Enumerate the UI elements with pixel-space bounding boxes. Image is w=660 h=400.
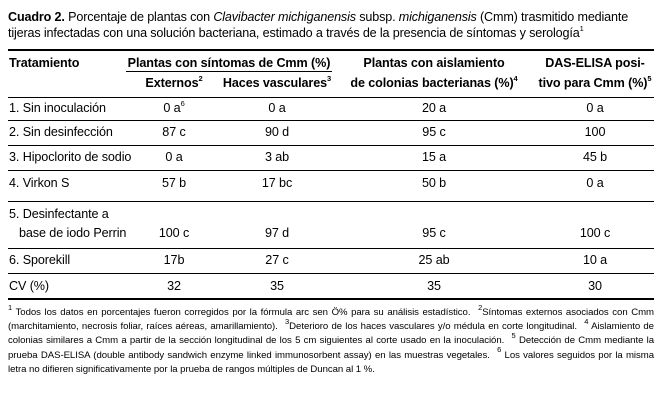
header-elisa-line2: [536, 73, 654, 91]
caption-label: Cuadro 2.: [8, 10, 65, 24]
row-4-isolation: 50 b: [421, 176, 447, 190]
row-5-treatment-line1: 5. Desinfectante a: [9, 207, 109, 221]
table-caption: [8, 9, 654, 41]
row-2-treatment: 2. Sin desinfección: [9, 125, 113, 139]
header-elisa-line1: DAS-ELISA posi-: [545, 56, 645, 70]
row-2-isolation: 95 c: [422, 125, 446, 139]
row-2-external: 87 c: [162, 125, 186, 139]
header-elisa-label: tivo para Cmm (%): [538, 76, 648, 90]
row-2-rule: [8, 145, 654, 146]
footnote-4-mark: 4: [584, 317, 589, 327]
header-isolation-mark: 4: [513, 73, 518, 83]
row-1-rule: [8, 120, 654, 121]
row-4-treatment: 4. Virkon S: [9, 176, 70, 190]
footnote-5-text: Detección de Cmm mediante la prueba DAS-ELISA (double antibody sandwich enzyme linked immunosorbent assay) en las muestras vegetales.: [8, 335, 654, 361]
footnote-3-text: Deterioro de los haces vasculares y/o médula en corte longitudinal.: [289, 321, 577, 333]
caption-species: Clavibacter michiganensis: [213, 10, 356, 24]
row-2-elisa: 100: [584, 125, 606, 139]
header-treatment: Tratamiento: [9, 56, 80, 70]
symptoms-group-rule: [126, 71, 332, 72]
header-vascular: [218, 73, 336, 91]
row-6-elisa: 10 a: [582, 253, 608, 267]
row-3-rule: [8, 170, 654, 171]
caption-subspecies: michiganensis: [398, 10, 477, 24]
row-3-isolation: 15 a: [421, 150, 447, 164]
row-1-vascular: 0 a: [268, 101, 286, 115]
row-6-external: 17b: [163, 253, 185, 267]
footnote-6-text: Los valores seguidos por la misma letra no difieren significativamente por la prueba de rangos múltiples de Duncan al 1 %.: [8, 349, 654, 375]
header-external-mark: 2: [198, 73, 203, 83]
row-5-elisa: 100 c: [579, 226, 611, 240]
footnote-1-text: Todos los datos en porcentajes fueron corregidos por la fórmula arc sen Ö% para su análisis estadístico.: [15, 307, 471, 318]
row-5-rule: [8, 248, 654, 249]
row-2-vascular: 90 d: [264, 125, 290, 139]
header-bottom-rule: [8, 97, 654, 98]
row-4-external: 57 b: [161, 176, 187, 190]
footnote-5-mark: 5: [511, 331, 516, 341]
row-cv-external: 32: [167, 279, 181, 293]
footnote-4-text: Aislamiento de colonias similares a Cmm a partir de la sección longitudinal de los 5 cm siguientes al corte usado en la inoculación.: [8, 321, 654, 347]
header-elisa-mark: 5: [647, 73, 652, 83]
header-isolation-line2: [344, 73, 524, 91]
table-top-rule: [8, 49, 654, 51]
table-bottom-rule: [8, 298, 654, 300]
header-isolation-label: de colonias bacterianas (%): [350, 76, 514, 90]
row-4-vascular: 17 bc: [261, 176, 293, 190]
row-6-vascular: 27 c: [265, 253, 289, 267]
footnote-2-mark: 2: [478, 302, 483, 312]
header-vascular-label: Haces vasculares: [222, 76, 328, 90]
row-5-external: 100 c: [158, 226, 190, 240]
table-footnotes: [8, 302, 654, 377]
row-4-rule: [8, 201, 654, 202]
caption-text-2: subsp.: [355, 10, 399, 24]
header-external: [126, 73, 222, 91]
row-cv-vascular: 35: [270, 279, 284, 293]
row-3-vascular: 3 ab: [264, 150, 290, 164]
row-6-isolation: 25 ab: [418, 253, 450, 267]
row-cv-elisa: 30: [588, 279, 602, 293]
footnote-3-mark: 3: [285, 317, 290, 327]
header-external-label: Externos: [145, 76, 199, 90]
row-3-elisa: 45 b: [582, 150, 608, 164]
caption-note-mark: 1: [579, 23, 584, 33]
row-6-rule: [8, 273, 654, 274]
row-3-treatment: 3. Hipoclorito de sodio: [9, 150, 132, 164]
row-cv-label: CV (%): [9, 279, 49, 293]
footnote-3: [285, 317, 579, 333]
footnote-1-mark: 1: [8, 302, 13, 312]
row-1-external-mark: 6: [180, 98, 185, 108]
header-symptoms-group: Plantas con síntomas de Cmm (%): [127, 56, 331, 70]
row-5-treatment-line2: base de iodo Perrin: [19, 226, 127, 240]
row-1-treatment: 1. Sin inoculación: [9, 101, 106, 115]
row-5-vascular: 97 d: [264, 226, 290, 240]
row-5-isolation: 95 c: [422, 226, 446, 240]
row-1-external-value: 0 a: [163, 101, 181, 115]
row-cv-isolation: 35: [427, 279, 441, 293]
row-3-external: 0 a: [165, 150, 183, 164]
header-vascular-mark: 3: [327, 73, 332, 83]
caption-text-1: Porcentaje de plantas con: [68, 10, 214, 24]
header-isolation-line1: Plantas con aislamiento: [363, 56, 505, 70]
footnote-1: [8, 302, 472, 318]
row-1-external: [126, 98, 222, 116]
footnote-2-text: Síntomas externos asociados con Cmm (marchitamiento, necrosis foliar, raíces aéreas, amarillamiento).: [8, 307, 654, 333]
caption-text-3: (Cmm) trasmitido mediante tijeras infectadas con una solución bacteriana, estimado a través de la presencia de síntomas y serología: [8, 10, 629, 40]
footnote-6-mark: 6: [497, 345, 502, 355]
row-4-elisa: 0 a: [586, 176, 604, 190]
row-6-treatment: 6. Sporekill: [9, 253, 71, 267]
row-1-elisa: 0 a: [586, 101, 604, 115]
row-1-isolation: 20 a: [421, 101, 447, 115]
